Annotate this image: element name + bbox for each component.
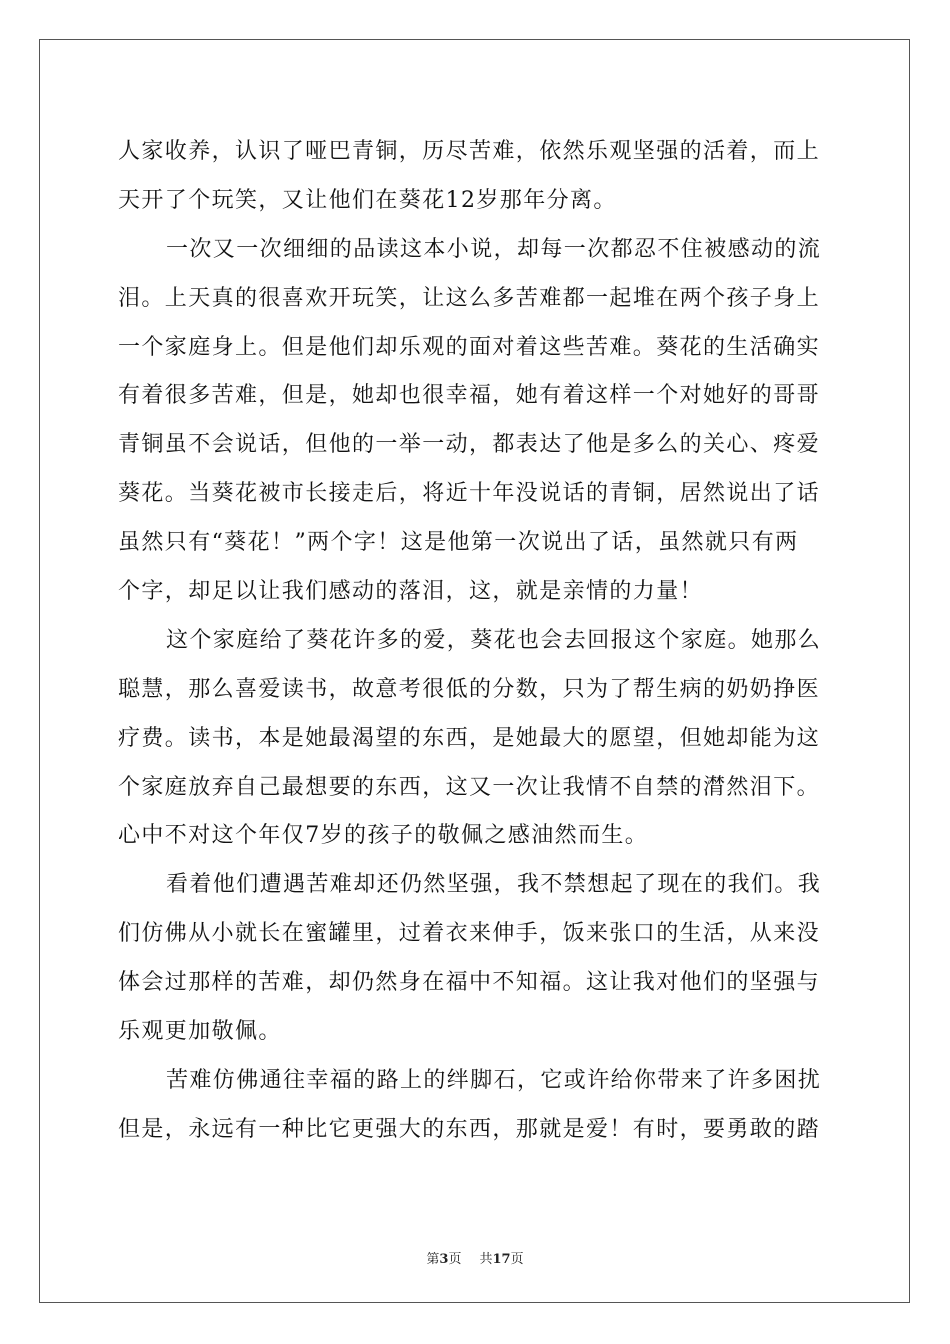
text-line: 葵花。当葵花被市长接走后，将近十年没说话的青铜，居然说出了话 xyxy=(118,481,821,507)
page-suffix: 页 xyxy=(448,1252,462,1267)
page-footer xyxy=(0,1248,950,1267)
text-line: 个字，却足以让我们感动的落泪，这，就是亲情的力量！ xyxy=(118,579,704,605)
total-prefix: 共 xyxy=(479,1252,493,1267)
paragraph-start-line: 一次又一次细细的品读这本小说，却每一次都忍不住被感动的流 xyxy=(166,236,822,262)
document-body xyxy=(118,128,834,1155)
total-pages: 17 xyxy=(492,1252,511,1267)
text-line: 有着很多苦难，但是，她却也很幸福，她有着这样一个对她好的哥哥 xyxy=(118,383,821,409)
text-line: 疗费。读书，本是她最渴望的东西，是她最大的愿望，但她却能为这 xyxy=(118,725,821,751)
paragraph-start-line: 看着他们遭遇苦难却还仍然坚强，我不禁想起了现在的我们。我 xyxy=(166,872,822,898)
text-line: 体会过那样的苦难，却仍然身在福中不知福。这让我对他们的坚强与 xyxy=(118,970,821,996)
text-line: 个家庭放弃自己最想要的东西，这又一次让我情不自禁的潸然泪下。 xyxy=(118,774,821,800)
text-line: 虽然只有“葵花！”两个字！这是他第一次说出了话，虽然就只有两 xyxy=(118,530,799,556)
page-number: 3 xyxy=(439,1252,449,1267)
text-line: 但是，永远有一种比它更强大的东西，那就是爱！有时，要勇敢的踏 xyxy=(118,1116,821,1142)
total-suffix: 页 xyxy=(510,1252,524,1267)
text-line: 天开了个玩笑，又让他们在葵花12岁那年分离。 xyxy=(118,187,617,213)
text-line: 泪。上天真的很喜欢开玩笑，让这么多苦难都一起堆在两个孩子身上 xyxy=(118,285,821,311)
page-prefix: 第 xyxy=(426,1252,440,1267)
text-line: 一个家庭身上。但是他们却乐观的面对着这些苦难。葵花的生活确实 xyxy=(118,334,821,360)
paragraph-start-line: 这个家庭给了葵花许多的爱，葵花也会去回报这个家庭。她那么 xyxy=(166,627,822,653)
text-line: 聪慧，那么喜爱读书，故意考很低的分数，只为了帮生病的奶奶挣医 xyxy=(118,676,821,702)
paragraph-start-line: 苦难仿佛通往幸福的路上的绊脚石，它或许给你带来了许多困扰 xyxy=(166,1067,822,1093)
text-line: 乐观更加敬佩。 xyxy=(118,1019,282,1045)
text-line: 心中不对这个年仅7岁的孩子的敬佩之感油然而生。 xyxy=(118,823,649,849)
text-line: 青铜虽不会说话，但他的一举一动，都表达了他是多么的关心、疼爱 xyxy=(118,432,821,458)
text-line: 人家收养，认识了哑巴青铜，历尽苦难，依然乐观坚强的活着，而上 xyxy=(118,139,821,164)
text-line: 们仿佛从小就长在蜜罐里，过着衣来伸手，饭来张口的生活，从来没 xyxy=(118,921,821,947)
